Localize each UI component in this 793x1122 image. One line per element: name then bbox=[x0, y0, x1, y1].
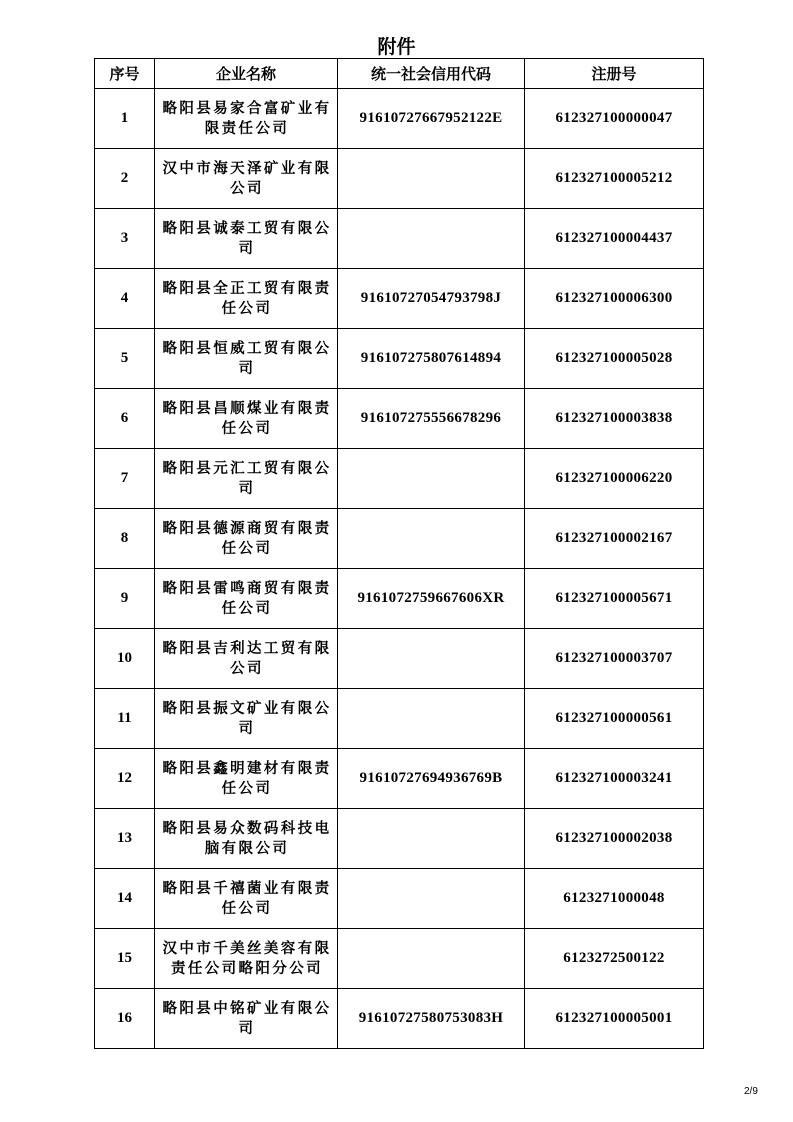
credit-code: 9161072759667606XR bbox=[338, 569, 525, 629]
table-row bbox=[95, 869, 704, 929]
reg-number: 612327100002038 bbox=[525, 809, 704, 869]
table-row bbox=[95, 749, 704, 809]
row-seq: 14 bbox=[95, 869, 155, 929]
company-name: 略阳县诚泰工贸有限公司 bbox=[155, 209, 338, 269]
table-row bbox=[95, 209, 704, 269]
table-row bbox=[95, 989, 704, 1049]
reg-number: 612327100005671 bbox=[525, 569, 704, 629]
credit-code bbox=[338, 809, 525, 869]
row-seq: 1 bbox=[95, 89, 155, 149]
company-name: 略阳县振文矿业有限公司 bbox=[155, 689, 338, 749]
table-header-row bbox=[95, 59, 704, 89]
row-seq: 12 bbox=[95, 749, 155, 809]
credit-code bbox=[338, 209, 525, 269]
table-row bbox=[95, 629, 704, 689]
company-name: 略阳县千禧菌业有限责任公司 bbox=[155, 869, 338, 929]
credit-code: 91610727580753083H bbox=[338, 989, 525, 1049]
table-row bbox=[95, 929, 704, 989]
row-seq: 7 bbox=[95, 449, 155, 509]
reg-number: 612327100003241 bbox=[525, 749, 704, 809]
row-seq: 5 bbox=[95, 329, 155, 389]
header-name: 企业名称 bbox=[155, 59, 338, 89]
credit-code: 91610727667952122E bbox=[338, 89, 525, 149]
reg-number: 612327100000047 bbox=[525, 89, 704, 149]
reg-number: 612327100005028 bbox=[525, 329, 704, 389]
table-row bbox=[95, 89, 704, 149]
credit-code bbox=[338, 509, 525, 569]
row-seq: 13 bbox=[95, 809, 155, 869]
company-name: 汉中市海天泽矿业有限公司 bbox=[155, 149, 338, 209]
credit-code bbox=[338, 449, 525, 509]
credit-code: 916107275556678296 bbox=[338, 389, 525, 449]
page-title: 附件 bbox=[377, 36, 416, 58]
table-row bbox=[95, 809, 704, 869]
credit-code bbox=[338, 869, 525, 929]
table-row bbox=[95, 329, 704, 389]
table-row bbox=[95, 389, 704, 449]
table-row bbox=[95, 569, 704, 629]
company-name: 略阳县恒威工贸有限公司 bbox=[155, 329, 338, 389]
company-name: 略阳县中铭矿业有限公司 bbox=[155, 989, 338, 1049]
credit-code: 916107275807614894 bbox=[338, 329, 525, 389]
company-name: 略阳县昌顺煤业有限责任公司 bbox=[155, 389, 338, 449]
company-name: 略阳县易众数码科技电脑有限公司 bbox=[155, 809, 338, 869]
header-reg-number: 注册号 bbox=[525, 59, 704, 89]
table-row bbox=[95, 689, 704, 749]
company-name: 略阳县鑫明建材有限责任公司 bbox=[155, 749, 338, 809]
reg-number: 612327100006220 bbox=[525, 449, 704, 509]
table-row bbox=[95, 509, 704, 569]
company-name: 汉中市千美丝美容有限责任公司略阳分公司 bbox=[155, 929, 338, 989]
company-name: 略阳县雷鸣商贸有限责任公司 bbox=[155, 569, 338, 629]
reg-number: 612327100006300 bbox=[525, 269, 704, 329]
page-number: 2/9 bbox=[744, 1086, 758, 1097]
reg-number: 612327100003707 bbox=[525, 629, 704, 689]
row-seq: 10 bbox=[95, 629, 155, 689]
reg-number: 612327100002167 bbox=[525, 509, 704, 569]
reg-number: 6123271000048 bbox=[525, 869, 704, 929]
company-name: 略阳县易家合富矿业有限责任公司 bbox=[155, 89, 338, 149]
reg-number: 612327100004437 bbox=[525, 209, 704, 269]
header-credit-code: 统一社会信用代码 bbox=[338, 59, 525, 89]
row-seq: 11 bbox=[95, 689, 155, 749]
credit-code: 91610727694936769B bbox=[338, 749, 525, 809]
company-name: 略阳县德源商贸有限责任公司 bbox=[155, 509, 338, 569]
credit-code bbox=[338, 929, 525, 989]
row-seq: 3 bbox=[95, 209, 155, 269]
row-seq: 15 bbox=[95, 929, 155, 989]
credit-code bbox=[338, 149, 525, 209]
reg-number: 612327100003838 bbox=[525, 389, 704, 449]
row-seq: 6 bbox=[95, 389, 155, 449]
table-row bbox=[95, 449, 704, 509]
row-seq: 9 bbox=[95, 569, 155, 629]
credit-code bbox=[338, 689, 525, 749]
header-seq: 序号 bbox=[95, 59, 155, 89]
credit-code: 91610727054793798J bbox=[338, 269, 525, 329]
company-name: 略阳县全正工贸有限责任公司 bbox=[155, 269, 338, 329]
enterprise-table bbox=[94, 58, 704, 1049]
reg-number: 612327100005212 bbox=[525, 149, 704, 209]
reg-number: 6123272500122 bbox=[525, 929, 704, 989]
row-seq: 2 bbox=[95, 149, 155, 209]
row-seq: 4 bbox=[95, 269, 155, 329]
row-seq: 8 bbox=[95, 509, 155, 569]
company-name: 略阳县元汇工贸有限公司 bbox=[155, 449, 338, 509]
row-seq: 16 bbox=[95, 989, 155, 1049]
reg-number: 612327100005001 bbox=[525, 989, 704, 1049]
credit-code bbox=[338, 629, 525, 689]
reg-number: 612327100000561 bbox=[525, 689, 704, 749]
table-row bbox=[95, 269, 704, 329]
table-row bbox=[95, 149, 704, 209]
company-name: 略阳县吉利达工贸有限公司 bbox=[155, 629, 338, 689]
